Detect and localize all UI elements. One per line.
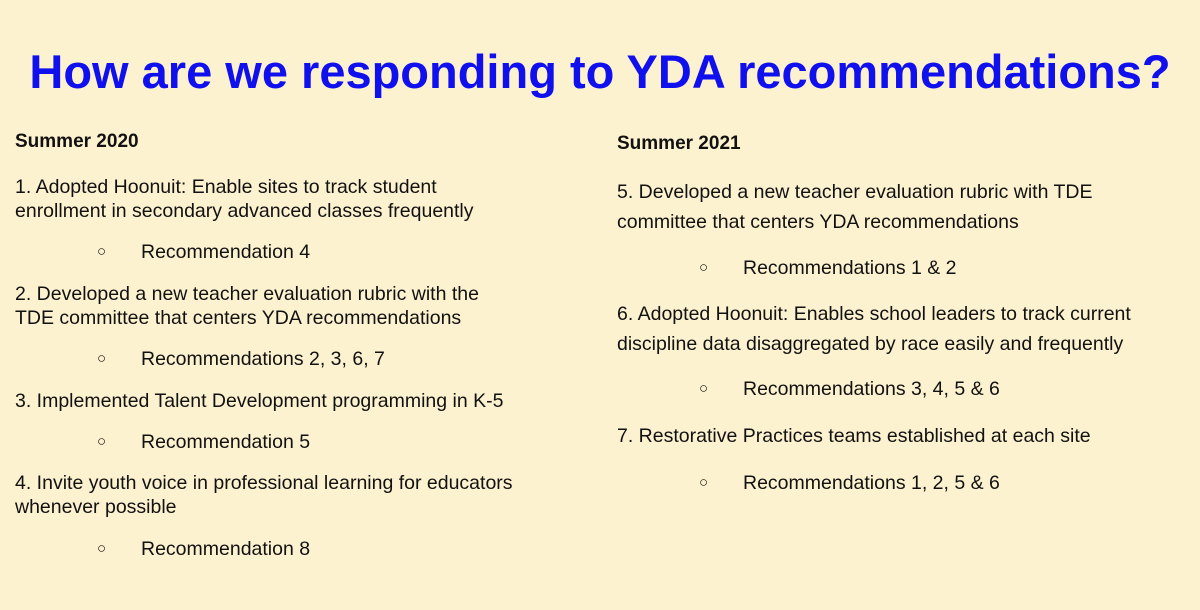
recommendation-text: Recommendations 3, 4, 5 & 6 bbox=[743, 378, 1000, 400]
hollow-circle-bullet-icon: ○ bbox=[699, 474, 709, 491]
recommendation-text: Recommendation 8 bbox=[141, 538, 311, 560]
item-text-line: 7. Restorative Practices teams established at each site bbox=[617, 425, 1091, 447]
recommendation-text: Recommendations 2, 3, 6, 7 bbox=[141, 348, 385, 370]
summer-2021-column bbox=[617, 0, 1192, 610]
hollow-circle-bullet-icon: ○ bbox=[97, 243, 107, 260]
item-text-line: 1. Adopted Hoonuit: Enable sites to track student bbox=[15, 176, 437, 198]
hollow-circle-bullet-icon: ○ bbox=[699, 380, 709, 397]
item-text-line: 5. Developed a new teacher evaluation rubric with TDE bbox=[617, 181, 1093, 203]
recommendation-text: Recommendation 4 bbox=[141, 241, 311, 263]
column-heading: Summer 2021 bbox=[617, 133, 741, 154]
hollow-circle-bullet-icon: ○ bbox=[97, 540, 107, 557]
hollow-circle-bullet-icon: ○ bbox=[97, 350, 107, 367]
item-text-line: committee that centers YDA recommendations bbox=[617, 211, 1019, 233]
item-text-line: whenever possible bbox=[15, 496, 177, 518]
item-text-line: 2. Developed a new teacher evaluation rubric with the bbox=[15, 283, 479, 305]
hollow-circle-bullet-icon: ○ bbox=[97, 433, 107, 450]
item-text-line: TDE committee that centers YDA recommendations bbox=[15, 307, 462, 329]
item-text-line: 6. Adopted Hoonuit: Enables school leaders to track current bbox=[617, 303, 1131, 325]
hollow-circle-bullet-icon: ○ bbox=[699, 259, 709, 276]
column-heading: Summer 2020 bbox=[15, 131, 139, 152]
recommendation-text: Recommendations 1 & 2 bbox=[743, 257, 957, 279]
item-text-line: enrollment in secondary advanced classes frequently bbox=[15, 200, 474, 222]
item-text-line: discipline data disaggregated by race easily and frequently bbox=[617, 333, 1124, 355]
recommendation-text: Recommendations 1, 2, 5 & 6 bbox=[743, 472, 1000, 494]
item-text-line: 3. Implemented Talent Development programming in K-5 bbox=[15, 390, 504, 412]
slide-title: How are we responding to YDA recommendations? bbox=[29, 45, 1171, 98]
summer-2020-column bbox=[15, 0, 585, 610]
recommendation-text: Recommendation 5 bbox=[141, 431, 311, 453]
item-text-line: 4. Invite youth voice in professional learning for educators bbox=[15, 472, 513, 494]
